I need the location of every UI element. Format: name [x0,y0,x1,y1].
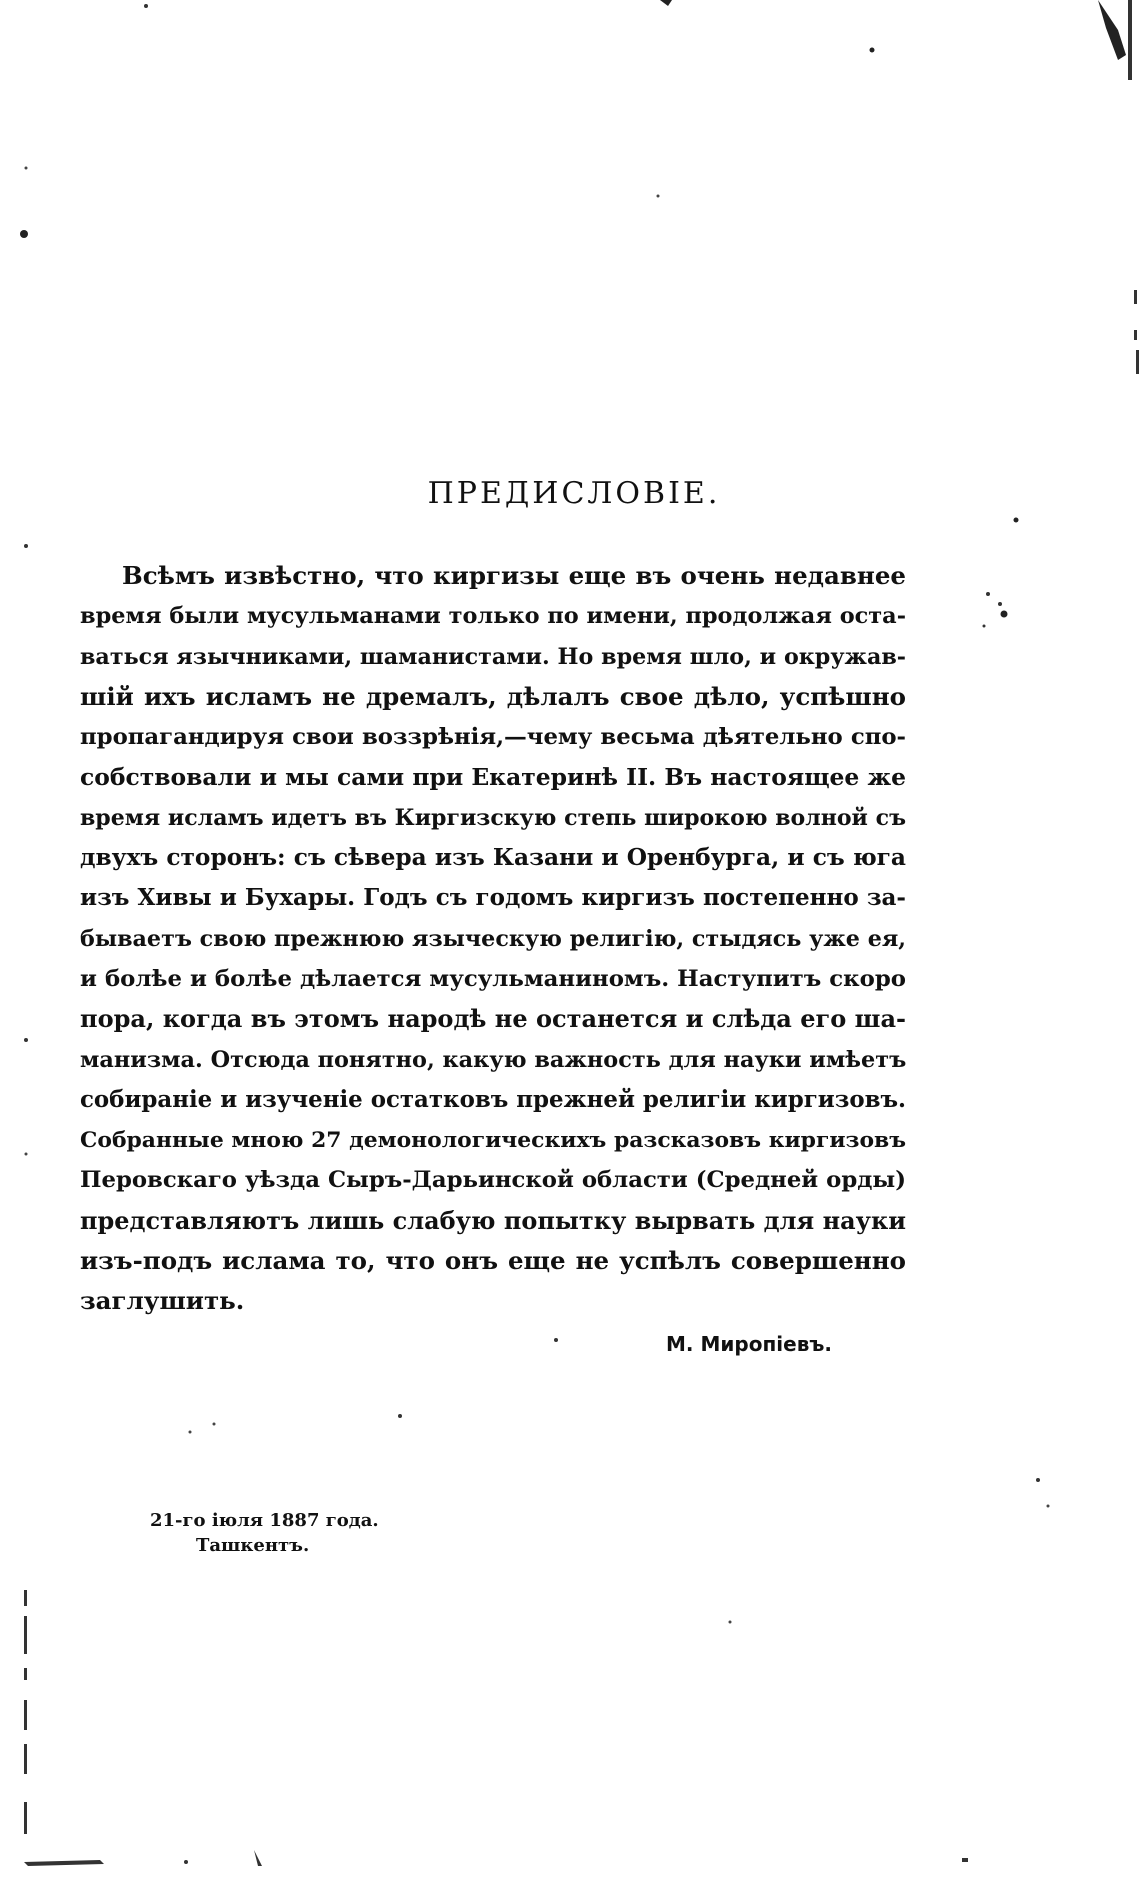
text-line: ваться язычниками, шаманистами. Но время шло, и окружав- [80,643,906,670]
text-line: изъ-подъ ислама то, что онъ еще не успѣлъ совершенно [80,1246,906,1276]
place-text: Ташкентъ. [196,1535,310,1556]
text-line: бываетъ свою прежнюю языческую религію, стыдясь уже ея, [80,925,906,952]
text-line: время были мусульманами только по имени, продолжая оста- [80,603,906,630]
preface-paragraph [80,556,906,1322]
text-line: Всѣмъ извѣстно, что киргизы еще въ очень недавнее [122,561,906,590]
text-line: пора, когда въ этомъ народѣ не останется и слѣда его ша- [80,1004,906,1034]
text-line: изъ Хивы и Бухары. Годъ съ годомъ киргизъ постепенно за- [80,884,906,912]
dateline [150,1508,379,1558]
text-line: и болѣе и болѣе дѣлается мусульманиномъ. Наступитъ скоро [80,965,906,992]
text-line: собствовали и мы сами при Екатеринѣ II. Въ настоящее же [80,763,906,792]
page-title: ПРЕДИСЛОВІЕ. [427,476,721,511]
text-line: представляютъ лишь слабую попытку вырвать для науки [80,1206,906,1235]
text-line: заглушить. [80,1286,245,1316]
text-line: манизма. Отсюда понятно, какую важность для науки имѣетъ [80,1046,907,1073]
text-line: пропагандируя свои воззрѣнія,—чему весьма дѣятельно спо- [80,724,906,751]
text-line: шій ихъ исламъ не дремалъ, дѣлалъ свое дѣло, успѣшно [80,681,906,711]
text-line: Собранные мною 27 демонологическихъ разсказовъ киргизовъ [80,1127,906,1154]
text-line: время исламъ идетъ въ Киргизскую степь широкою волной съ [80,804,906,831]
text-line: Перовскаго уѣзда Сыръ-Дарьинской области (Средней орды) [80,1167,906,1194]
text-line: двухъ сторонъ: съ сѣвера изъ Казани и Оренбурга, и съ юга [80,844,906,872]
author-signature: М. Миропіевъ. [666,1332,832,1356]
date-text: 21-го іюля 1887 года. [150,1510,379,1531]
text-line: собираніе и изученіе остатковъ прежней религіи киргизовъ. [80,1086,906,1113]
